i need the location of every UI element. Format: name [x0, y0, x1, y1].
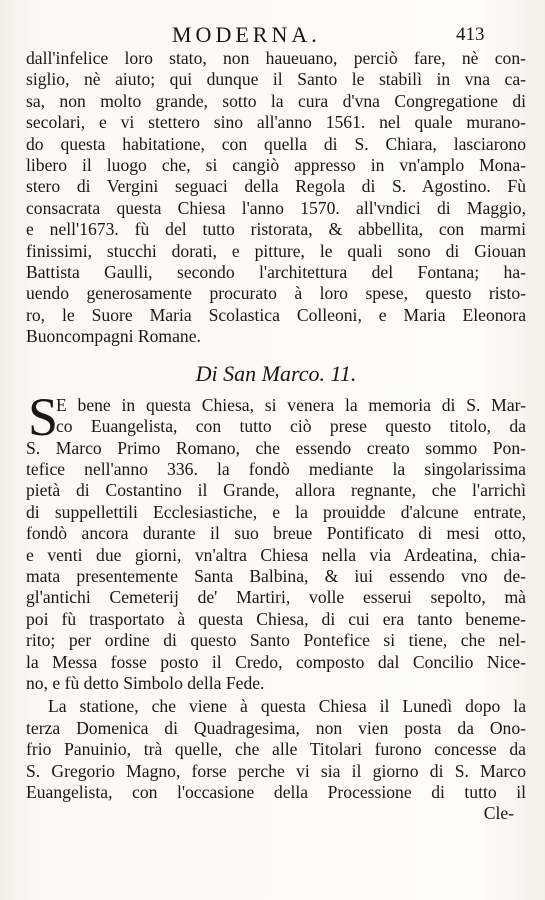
text-line: Euangelista, con l'occasione della Processione di tutto il — [26, 782, 526, 802]
text-line: S. Marco Primo Romano, che essendo creato sommo Pon- — [26, 437, 526, 458]
text-line: E bene in questa Chiesa, si venera la memoria di S. Mar- — [56, 394, 526, 415]
text-line: sa, non molto grande, sotto la cura d'vna Congregatione di — [26, 90, 526, 111]
running-title: MODERNA. — [172, 22, 321, 47]
text-line: Buoncompagni Romane. — [26, 326, 201, 347]
drop-cap: S — [28, 386, 59, 447]
catchword: Cle- — [483, 803, 514, 824]
page-number: 413 — [456, 24, 485, 45]
text-line: gl'antichi Cemeterij de' Martiri, volle esserui sepolto, mà — [26, 587, 526, 608]
text-line: no, e fù detto Simbolo della Fede. — [26, 672, 265, 693]
text-line: uendo generosamente procurato à loro spese, questo risto- — [26, 283, 526, 304]
text-line: di suppellettili Ecclesiastiche, e la prouidde d'alcune entrate, — [26, 501, 526, 522]
text-line: ro, le Suore Maria Scolastica Colleoni, e Maria Eleonora — [26, 304, 526, 325]
page-body — [26, 48, 526, 825]
section-heading: Di San Marco. 11. — [195, 360, 357, 386]
text-line: tefice nell'anno 336. la fondò mediante la singolarissima — [26, 458, 526, 479]
text-line: mata presentemente Santa Balbina, & iui essendo vno de- — [26, 565, 526, 586]
text-line: co Euangelista, con tutto ciò prese questo titolo, da — [56, 416, 526, 437]
text-line: do questa habitatione, con quella di S. Chiara, lasciarono — [26, 133, 526, 154]
text-line: S. Gregorio Magno, forse perche vi sia il giorno di S. Marco — [26, 760, 526, 781]
text-line: terza Domenica di Quadragesima, non vien posta da Ono- — [26, 717, 526, 738]
text-line: rito; per ordine di questo Santo Pontefice si tiene, che nel- — [26, 630, 526, 651]
text-line: la Messa fosse posto il Credo, composto dal Concilio Nice- — [26, 651, 526, 672]
paragraph-continued — [26, 48, 526, 348]
text-line: pietà di Costantino il Grande, allora regnante, che l'arrichì — [26, 480, 526, 501]
paragraph-statione — [26, 696, 526, 803]
text-line: fondò ancora durante il suo breue Pontificato di mesi otto, — [26, 523, 526, 544]
text-line: dall'infelice loro stato, non haueuano, perciò fare, nè con- — [26, 48, 526, 68]
text-line: secolari, e vi stettero sino all'anno 1561. nel quale murano- — [26, 112, 526, 133]
text-line: consacrata questa Chiesa l'anno 1570. all'vndici di Maggio, — [26, 197, 526, 218]
text-line: siglio, nè aiuto; qui dunque il Santo le stabilì in vna ca- — [26, 69, 526, 90]
paragraph-san-marco — [26, 386, 526, 695]
text-line: poi fù trasportato à questa Chiesa, di cui era tanto beneme- — [26, 608, 526, 629]
text-line: libero il luogo che, si cangiò appresso in vn'amplo Mona- — [26, 155, 526, 176]
text-line: stero di Vergini seguaci della Regola di S. Agostino. Fù — [26, 176, 526, 197]
text-line: La statione, che viene à questa Chiesa il Lunedì dopo la — [48, 696, 526, 717]
text-line: e venti due giorni, vn'altra Chiesa nella via Ardeatina, chia- — [26, 544, 526, 565]
text-line: e nell'1673. fù del tutto ristorata, & abbellita, con marmi — [26, 219, 526, 240]
text-line: finissimi, stucchi dorati, e pitture, le quali sono di Giouan — [26, 240, 526, 261]
text-line: Battista Gaulli, secondo l'architettura del Fontana; ha- — [26, 262, 526, 283]
text-line: frio Panuinio, trà quelle, che alle Titolari furono concesse da — [26, 739, 526, 760]
